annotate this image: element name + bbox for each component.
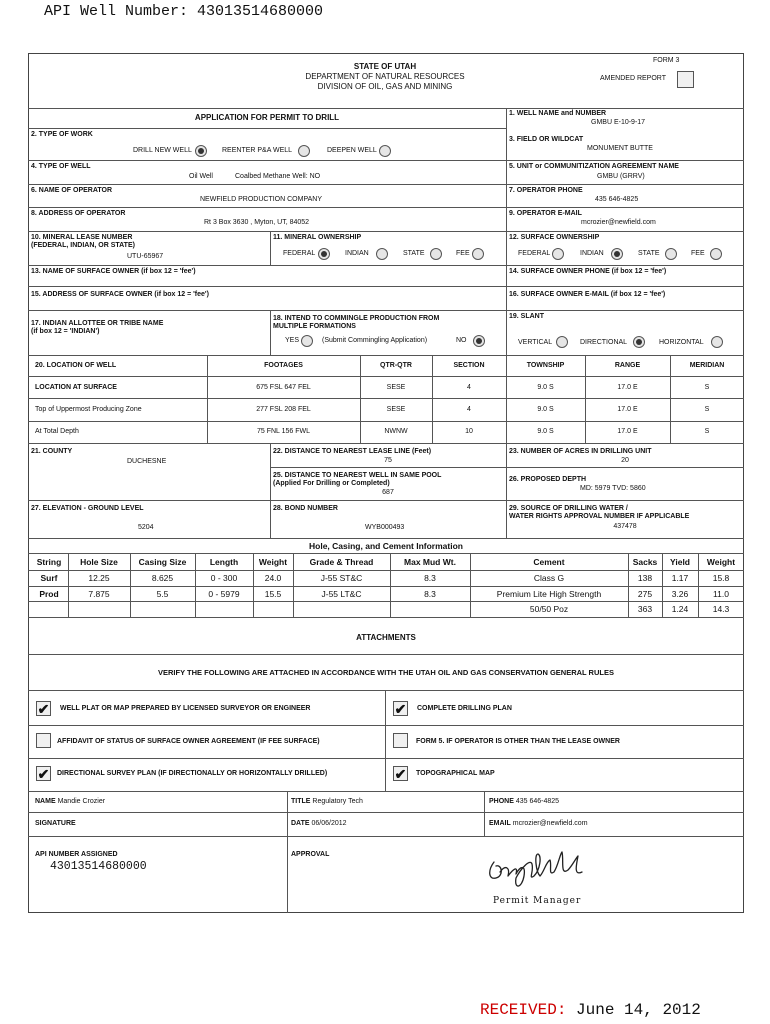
lease-line-distance-label: 22. DISTANCE TO NEAREST LEASE LINE (Feet) [273,448,432,455]
attachment-directional-survey-checkbox[interactable]: ✔ [37,766,50,782]
indian-allottee-sublabel: (if box 12 = 'INDIAN') [31,328,100,335]
date-label: DATE [291,820,310,827]
commingle-no-radio[interactable] [473,335,485,347]
county-value: DUCHESNE [127,458,167,465]
mineral-fee-radio[interactable] [472,248,484,260]
indian-allottee-label: 17. INDIAN ALLOTTEE OR TRIBE NAME [31,320,164,327]
approval-label: APPROVAL [291,851,330,858]
casing-cell: J-55 ST&C [320,573,363,583]
casing-header: Weight [258,557,288,567]
loc-header-section: SECTION [453,362,485,369]
title-label: TITLE [291,798,311,805]
type-of-work-label: 2. TYPE OF WORK [31,131,93,138]
attachments-title: ATTACHMENTS [356,633,416,642]
slant-label: 19. SLANT [509,313,545,320]
commingle-yes-label: YES [285,337,300,344]
loc-cell: 9.0 S [537,406,554,413]
approval-signature [480,842,590,894]
mineral-indian-label: INDIAN [345,250,369,257]
loc-cell: 4 [467,406,471,413]
acres-value: 20 [621,457,629,464]
casing-header: String [36,557,62,567]
casing-cell: 12.25 [88,573,110,583]
deepen-well-label: DEEPEN WELL [327,147,377,154]
casing-cell: Prod [39,589,59,599]
casing-header: Hole Size [80,557,118,567]
loc-header-range: RANGE [614,362,641,369]
commingle-note: (Submit Commingling Application) [322,337,428,344]
casing-cell: 0 - 5979 [208,589,240,599]
commingle-sublabel: MULTIPLE FORMATIONS [273,323,356,330]
operator-email-label: 9. OPERATOR E-MAIL [509,210,582,217]
mineral-lease-label: 10. MINERAL LEASE NUMBER [31,234,133,241]
well-name-value: GMBU E-10-9-17 [591,119,646,126]
casing-cell: 24.0 [264,573,282,583]
attachment-topo-map-label: TOPOGRAPHICAL MAP [416,770,495,777]
casing-cell: Premium Lite High Strength [496,589,602,599]
operator-name-label: 6. NAME OF OPERATOR [31,187,113,194]
loc-cell: 17.0 E [617,406,638,413]
application-title: APPLICATION FOR PERMIT TO DRILL [194,113,340,122]
surface-fee-radio[interactable] [710,248,722,260]
casing-cell: 1.17 [671,573,689,583]
county-label: 21. COUNTY [31,448,73,455]
casing-cell: 8.3 [424,589,436,599]
deepen-well-radio[interactable] [379,145,391,157]
casing-cell: 138 [637,573,653,583]
loc-header-footages: FOOTAGES [264,362,303,369]
mineral-state-radio[interactable] [430,248,442,260]
received-label: RECEIVED: [480,1001,567,1019]
mineral-fee-label: FEE [456,250,470,257]
casing-cell: 11.0 [713,589,729,599]
casing-header: Length [209,557,239,567]
nearest-well-value: 687 [382,489,394,496]
loc-cell: S [704,428,710,435]
elevation-label: 27. ELEVATION - GROUND LEVEL [31,505,144,512]
casing-cell: Class G [533,573,565,583]
operator-name-value: NEWFIELD PRODUCTION COMPANY [200,196,322,203]
date-value: 06/06/2012 [311,820,347,827]
received-date: June 14, 2012 [576,1001,701,1019]
loc-header-qtr: QTR-QTR [380,362,412,369]
slant-directional-radio[interactable] [633,336,645,348]
casing-cell: 15.5 [264,589,282,599]
nearest-well-sublabel: (Applied For Drilling or Completed) [273,480,390,487]
mineral-federal-label: FEDERAL [283,250,316,257]
drill-new-well-radio[interactable] [195,145,207,157]
email-value: mcrozier@newfield.com [512,820,588,827]
attachments-verify-text: VERIFY THE FOLLOWING ARE ATTACHED IN ACCORDANCE WITH THE UTAH OIL AND GAS CONSERVATION GENERAL RULES [158,668,614,677]
loc-header-meridian: MERIDIAN [689,362,725,369]
api-well-number-header: API Well Number: 43013514680000 [44,3,324,20]
surface-federal-radio[interactable] [552,248,564,260]
casing-cell: 1.24 [671,604,689,614]
attachment-topo-map-checkbox[interactable]: ✔ [394,766,407,782]
loc-cell: 277 FSL 208 FEL [256,406,311,413]
field-value: MONUMENT BUTTE [587,145,653,152]
operator-address-label: 8. ADDRESS OF OPERATOR [31,210,126,217]
mineral-state-label: STATE [403,250,425,257]
loc-cell: NWNW [384,428,408,435]
slant-vertical-label: VERTICAL [518,339,553,346]
coalbed-methane-value: Coalbed Methane Well: NO [235,173,321,180]
surface-fee-label: FEE [691,250,705,257]
attachment-drilling-plan-checkbox[interactable]: ✔ [394,701,407,717]
proposed-depth-label: 26. PROPOSED DEPTH [509,476,587,483]
acres-label: 23. NUMBER OF ACRES IN DRILLING UNIT [509,448,652,455]
casing-header: Grade & Thread [309,557,374,567]
department-title: DEPARTMENT OF NATURAL RESOURCES [305,72,465,81]
api-assigned-value: 43013514680000 [50,860,147,873]
phone-label: PHONE [489,798,514,805]
amended-report-label: AMENDED REPORT [600,75,666,82]
attachment-directional-survey-label: DIRECTIONAL SURVEY PLAN (IF DIRECTIONALLY OR HORIZONTALLY DRILLED) [57,770,328,777]
casing-header: Casing Size [138,557,187,567]
loc-cell: SESE [386,384,406,391]
water-source-sublabel: WATER RIGHTS APPROVAL NUMBER IF APPLICABLE [509,513,690,520]
loc-cell: SESE [386,406,406,413]
mineral-lease-sublabel: (FEDERAL, INDIAN, OR STATE) [31,242,135,249]
permit-manager-caption: Permit Manager [493,896,582,906]
slant-horizontal-radio[interactable] [711,336,723,348]
attachment-form5-checkbox[interactable] [393,733,408,748]
drill-new-well-label: DRILL NEW WELL [133,147,192,154]
attachment-drilling-plan-label: COMPLETE DRILLING PLAN [417,705,512,712]
division-title: DIVISION OF OIL, GAS AND MINING [317,82,453,91]
surface-owner-address-label: 15. ADDRESS OF SURFACE OWNER (if box 12 = 'fee') [31,291,209,298]
amended-report-checkbox[interactable] [677,71,694,88]
surface-state-label: STATE [638,250,660,257]
water-source-value: 437478 [613,523,637,530]
surface-indian-label: INDIAN [580,250,604,257]
casing-cell: 8.625 [151,573,174,583]
loc-cell: S [704,406,710,413]
proposed-depth-value: MD: 5979 TVD: 5860 [580,485,646,492]
elevation-value: 5204 [138,524,154,531]
loc-cell: 75 FNL 156 FWL [256,428,311,435]
loc-header-township: TOWNSHIP [526,362,565,369]
operator-email-value: mcrozier@newfield.com [581,219,656,226]
surface-owner-email-label: 16. SURFACE OWNER E-MAIL (if box 12 = 'fee') [509,291,666,298]
commingle-no-label: NO [456,337,467,344]
bond-number-value: WYB000493 [365,524,405,531]
reenter-well-radio[interactable] [298,145,310,157]
casing-header: Weight [706,557,736,567]
casing-cell: 15.8 [712,573,730,583]
state-title: STATE OF UTAH [353,62,417,71]
casing-cell: 7.875 [88,589,110,599]
slant-horizontal-label: HORIZONTAL [659,339,704,346]
casing-cell: 3.26 [671,589,689,599]
surface-federal-label: FEDERAL [518,250,551,257]
operator-address-value: Rt 3 Box 3630 , Myton, UT, 84052 [204,219,310,226]
casing-section-title: Hole, Casing, and Cement Information [309,541,463,551]
unit-agreement-value: GMBU (GRRV) [597,173,645,180]
casing-cell: Surf [40,573,58,583]
casing-cell: 363 [637,604,653,614]
surface-state-radio[interactable] [665,248,677,260]
mineral-indian-radio[interactable] [376,248,388,260]
type-of-well-value: Oil Well [189,173,213,180]
operator-phone-value: 435 646-4825 [595,196,639,203]
loc-cell: 10 [465,428,473,435]
casing-header: Sacks [632,557,658,567]
phone-value: 435 646-4825 [515,798,560,805]
surface-ownership-label: 12. SURFACE OWNERSHIP [509,234,600,241]
mineral-lease-value: UTU-65967 [127,253,164,260]
surface-owner-phone-label: 14. SURFACE OWNER PHONE (if box 12 = 'fee') [509,268,667,275]
commingle-label: 18. INTEND TO COMMINGLE PRODUCTION FROM [273,315,440,322]
casing-cell: 8.3 [424,573,436,583]
reenter-well-label: REENTER P&A WELL [222,147,293,154]
email-label: EMAIL [489,820,511,827]
loc-row-label: At Total Depth [35,428,79,435]
casing-cell: 50/50 Poz [529,604,569,614]
form-number: FORM 3 [653,57,680,64]
name-value: Mandie Crozier [57,798,106,805]
loc-row-label: LOCATION AT SURFACE [35,384,117,391]
bond-number-label: 28. BOND NUMBER [273,505,338,512]
attachment-affidavit-label: AFFIDAVIT OF STATUS OF SURFACE OWNER AGREEMENT (IF FEE SURFACE) [57,738,320,745]
casing-cell: 5.5 [156,589,169,599]
api-assigned-label: API NUMBER ASSIGNED [35,851,118,858]
casing-cell: 14.3 [712,604,730,614]
water-source-label: 29. SOURCE OF DRILLING WATER / [509,505,628,512]
field-label: 3. FIELD OR WILDCAT [509,136,584,143]
well-name-label: 1. WELL NAME and NUMBER [509,110,607,117]
loc-cell: 17.0 E [617,384,638,391]
attachment-well-plat-checkbox[interactable]: ✔ [37,701,50,717]
loc-row-label: Top of Uppermost Producing Zone [35,406,142,413]
casing-cell: J-55 LT&C [321,589,362,599]
loc-cell: 675 FSL 647 FEL [256,384,311,391]
loc-cell: 9.0 S [537,428,554,435]
title-value: Regulatory Tech [312,798,363,805]
mineral-federal-radio[interactable] [318,248,330,260]
type-of-well-label: 4. TYPE OF WELL [31,163,91,170]
casing-cell: 275 [637,589,653,599]
loc-cell: 9.0 S [537,384,554,391]
casing-header: Yield [670,557,690,567]
surface-owner-name-label: 13. NAME OF SURFACE OWNER (if box 12 = 'fee') [31,268,196,275]
loc-header-location: 20. LOCATION OF WELL [35,362,117,369]
casing-header: Max Mud Wt. [404,557,456,567]
slant-vertical-radio[interactable] [556,336,568,348]
loc-cell: 4 [467,384,471,391]
casing-cell: 0 - 300 [210,573,238,583]
surface-indian-radio[interactable] [611,248,623,260]
operator-phone-label: 7. OPERATOR PHONE [509,187,583,194]
mineral-ownership-label: 11. MINERAL OWNERSHIP [273,234,362,241]
signature-label: SIGNATURE [35,820,76,827]
unit-agreement-label: 5. UNIT or COMMUNITIZATION AGREEMENT NAME [509,163,679,170]
attachment-well-plat-label: WELL PLAT OR MAP PREPARED BY LICENSED SURVEYOR OR ENGINEER [60,705,311,712]
name-label: NAME [35,798,56,805]
attachment-affidavit-checkbox[interactable] [36,733,51,748]
casing-header: Cement [533,557,565,567]
loc-cell: 17.0 E [617,428,638,435]
commingle-yes-radio[interactable] [301,335,313,347]
lease-line-distance-value: 75 [384,457,392,464]
nearest-well-label: 25. DISTANCE TO NEAREST WELL IN SAME POOL [273,472,442,479]
attachment-form5-label: FORM 5. IF OPERATOR IS OTHER THAN THE LEASE OWNER [416,738,620,745]
slant-directional-label: DIRECTIONAL [580,339,628,346]
loc-cell: S [704,384,710,391]
